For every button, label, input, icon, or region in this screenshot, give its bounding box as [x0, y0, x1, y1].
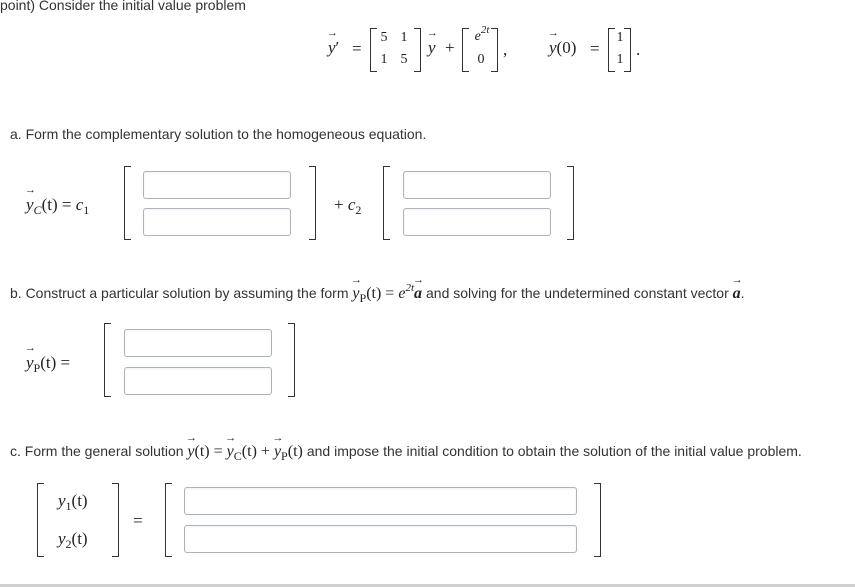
- ode-y: → y: [428, 38, 436, 58]
- a-vector1-row2-input[interactable]: [143, 208, 291, 236]
- y2-label: $y_2(t)$: [58, 529, 88, 551]
- c-rhs-right-bracket: [594, 483, 601, 557]
- a-v1-left-bracket: [124, 166, 131, 240]
- part-a-prompt: a. Form the complementary solution to the homogeneous equation.: [10, 126, 427, 142]
- b-row2-input[interactable]: [124, 367, 272, 395]
- matrix-left-bracket: [370, 28, 377, 72]
- yp-label: → $y_P(t)$ =: [26, 353, 70, 373]
- a-v1-right-bracket: [309, 166, 316, 240]
- c-lhs-right-bracket: [112, 483, 119, 557]
- yc-label: → $y_C(t) = c_1$: [26, 195, 89, 215]
- matrix-cell-21: 1: [380, 52, 388, 67]
- b-left-bracket: [104, 323, 111, 397]
- ode-equals: =: [352, 39, 362, 58]
- part-b-prompt: b. Construct a particular solution by assuming the form → $y_P(t) = e^{2t}\to a$ and solving for the undetermined constant vector → a.: [10, 285, 745, 303]
- a-vector1-row1-input[interactable]: [143, 171, 291, 199]
- forcing-bottom: 0: [477, 52, 485, 67]
- a-vector2-row2-input[interactable]: [403, 208, 551, 236]
- c2-label: + $c_2$: [334, 195, 362, 217]
- c-equals: =: [133, 511, 143, 530]
- problem-header: point) Consider the initial value problem: [0, 0, 246, 13]
- forcing-right-bracket: [491, 28, 498, 72]
- matrix-right-bracket: [414, 28, 421, 72]
- c-lhs-left-bracket: [37, 483, 44, 557]
- a-v2-right-bracket: [567, 166, 574, 240]
- c-row2-input[interactable]: [184, 525, 577, 553]
- forcing-top: $e^{2t}$: [474, 24, 490, 44]
- a-v2-left-bracket: [383, 166, 390, 240]
- matrix-cell-12: 1: [400, 30, 408, 45]
- y1-label: $y_1(t)$: [58, 491, 88, 513]
- matrix-cell-11: 5: [380, 30, 388, 45]
- ic-lhs: → y(0): [549, 38, 576, 58]
- ic-right-bracket: [624, 28, 631, 72]
- ode-plus: +: [445, 38, 455, 57]
- ic-period: .: [636, 40, 641, 59]
- ic-bottom: 1: [616, 52, 624, 67]
- b-right-bracket: [288, 323, 295, 397]
- b-row1-input[interactable]: [124, 329, 272, 357]
- c-rhs-left-bracket: [165, 483, 172, 557]
- a-vector2-row1-input[interactable]: [403, 171, 551, 199]
- c-row1-input[interactable]: [184, 487, 577, 515]
- ode-lhs-y: → y: [328, 38, 336, 58]
- ic-equals: =: [590, 39, 600, 58]
- forcing-left-bracket: [462, 28, 469, 72]
- ode-comma: ,: [503, 40, 508, 59]
- ic-top: 1: [616, 30, 624, 45]
- part-c-prompt: c. Form the general solution → y(t) = → $y_C(t)$ + → $y_P(t)$ and impose the initial condition to obtain the solution of the initial value problem.: [10, 443, 802, 461]
- matrix-cell-22: 5: [400, 52, 408, 67]
